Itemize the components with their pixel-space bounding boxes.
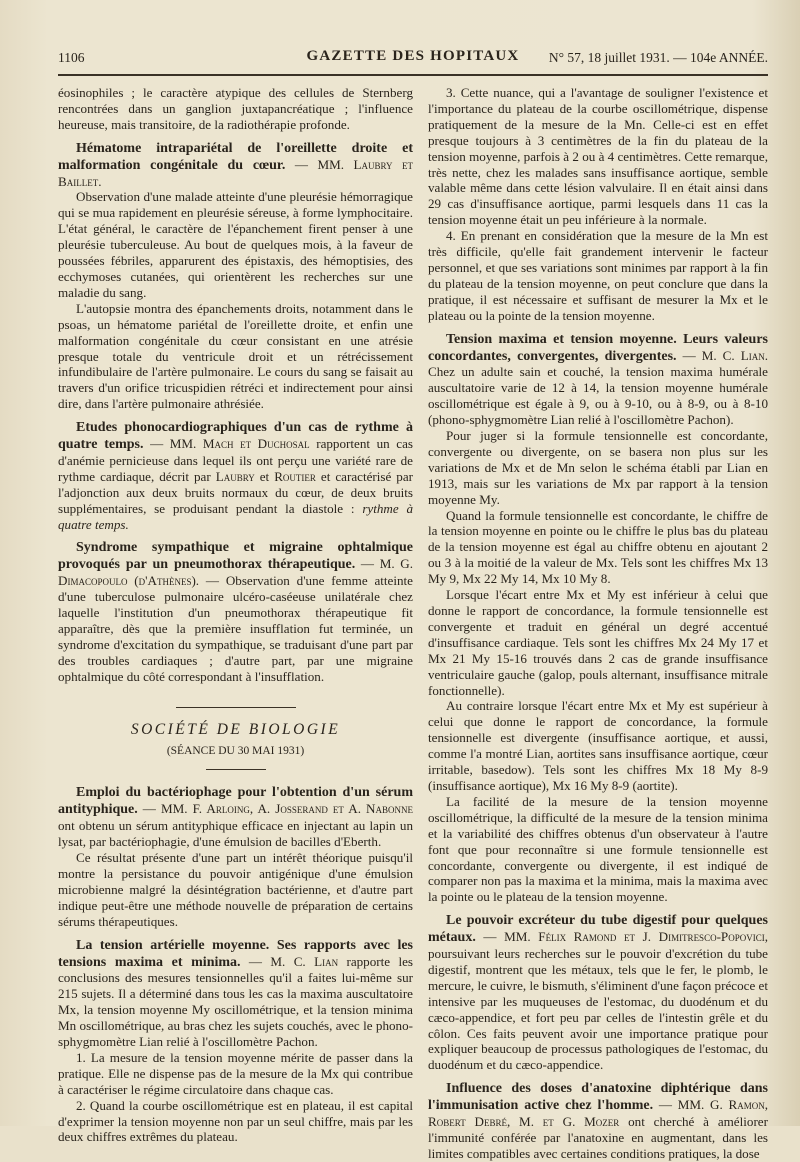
section-authors: — M. C. Lian — [240, 953, 339, 969]
section-authors: — MM. G. Ramon, Robert Debré, M. et G. Mozer — [428, 1097, 768, 1130]
list-item: 1. La mesure de la tension moyenne mérite de passer dans la pratique. Elle ne dispense pas de la mesure de la Mx qui contribue à caractériser le régime circulatoire dans chaque cas. — [58, 1049, 413, 1097]
section-authors: — M. G. Dimacopoulo (d'Athènes). — [58, 556, 413, 589]
page-number: 1106 — [58, 50, 85, 65]
paragraph: Observation d'une malade atteinte d'une pleurésie hémorragique qui se mua rapidement en pleurésie séreuse, à forme lymphocitaire. L'état général, le caractère de l'épanchement firent penser à une pleurésie tuberculeuse. Au bout de quelques mois, à la faveur de poussées fébriles, apparurent des épistaxis, des hémoptisies, des ecchymoses cutanées, qui orientèrent les recherches sur une maladie du sang. — [58, 189, 413, 300]
text-run: rapporte les conclusions des mesures tensionnelles qu'il a faites lui-même sur 215 sujets. Il a déterminé dans tous les cas la maxima auscultatoire Mx, la tension moyenne My oscillométrique, et la tension minima Mn oscillométrique, au bras chez les sujets couchés, avec le phono-sphygmomètre Lian relié à l'oscillomètre Pachon. — [58, 953, 414, 1050]
section-title: Tension maxima et tension moyenne. Leurs valeurs concordantes, convergentes, divergentes. — [428, 331, 768, 364]
hematome-heading — [58, 140, 413, 190]
text-run: et caractérisé par l'adjonction aux deux bruits normaux du cœur, de deux bruits supplémentaires, se produisant pendant la diastole : — [58, 468, 414, 516]
section-title: Hématome intrapariétal de l'oreillette droite et malformation congénitale du cœur. — [58, 140, 413, 173]
text-run: rapportent un cas d'anémie pernicieuse dans lequel ils ont perçu une variété rare de rythme cardiaque, décrit par — [58, 436, 413, 484]
section-title: Emploi du bactériophage pour l'obtention d'un sérum antityphique. — [58, 785, 413, 818]
intro-paragraph: éosinophiles ; le caractère atypique des cellules de Sternberg rencontrées dans un ganglion juxtapancréatique ; l'influence heureuse, mais transitoire, de la radiothérapie profonde. — [58, 85, 413, 132]
header-rule — [58, 74, 768, 76]
divider — [206, 769, 266, 770]
journal-title: GAZETTE DES HOPITAUX — [306, 48, 520, 64]
section-title: Syndrome sympathique et migraine ophtalmique provoqués par un pneumothorax thérapeutique. — [58, 540, 413, 573]
text-run: ont obtenu un sérum antityphique efficace en injectant au lapin un lysat, par bactériophagie, d'une émulsion de bacilles d'Eberth. — [58, 818, 413, 850]
paragraph: Pour juger si la formule tensionnelle est concordante, convergente ou divergente, on se basera non plus sur les variations de Mx et de Mn selon le schéma établi par Lian en 1913, mais sur les variations de Mx par rapport à la tension moyenne My. — [428, 428, 768, 507]
session-date: (SÉANCE DU 30 MAI 1931) — [166, 744, 305, 757]
paragraph: Lorsque l'écart entre Mx et My est inférieur à celui que donne le rapport de concordance, la formule tensionnelle est convergente et traduit en général un degré accentué d'insuffisance cardiaque. Tels sont les chiffres Mx 24 My 17 et Mx 21 My 15-16 trouvés dans 2 cas de grande insuffisance ventriculaire gauche (galop, pouls alternant, insuffisance mitrale fonctionnelle). — [428, 587, 768, 698]
text-run: — Observation d'une femme atteinte d'une tuberculose pulmonaire ulcéro-caséeuse unilatérale chez laquelle l'institution d'un pneumothorax thérapeutique fit apparaître, dès que la première insufflation fut terminée, un syndrome d'excitation du sympathique, se traduisant d'une part par des troubles cardiaques ; d'autre part, par une migraine ophtalmique du côté correspondant à l'insufflation. — [58, 573, 413, 684]
etudes-section — [58, 419, 413, 532]
society-header — [58, 707, 413, 771]
paragraph: L'autopsie montra des épanchements droits, notamment dans le psoas, un hématome pariétal de l'oreillette droite, et enfin une malformation congénitale du cœur consistant en une atrésie presque totale du ventricule droit et un rétrécissement infundibulaire de l'artère pulmonaire. Le cours du sang se faisait au travers d'un orifice tricuspidien rétréci et indirectement pour ainsi dire, dans l'artère pulmonaire athrésiée. — [58, 300, 413, 412]
numbered-list — [428, 85, 768, 324]
section-title: Le pouvoir excréteur du tube digestif pour quelques métaux. — [428, 913, 768, 946]
divider — [176, 707, 296, 708]
society-name: SOCIÉTÉ DE BIOLOGIE — [130, 720, 341, 738]
syndrome-section — [58, 539, 413, 684]
list-item: 4. En prenant en considération que la mesure de la Mn est très difficile, qu'elle fait grandement intervenir le facteur personnel, et que ses variations sont minimes par rapport à la fin du plateau de la tension moyenne, on peut conclure que dans la pratique, il est nécessaire et suffisant de mesurer la Mx et le plateau ou la pointe de la tension moyenne. — [428, 228, 768, 323]
right-column — [428, 85, 768, 1161]
section-authors: — MM. Félix Ramond et J. Dimitresco-Popovici, — [475, 929, 768, 945]
paragraph: Ce résultat présente d'une part un intérêt théorique puisqu'il montre la persistance du pouvoir antigénique d'une émulsion microbienne malgré la désintégration bactérienne, et d'autre part indique peut-être une méthode nouvelle de préparation de certains sérums thérapeutiques. — [58, 850, 413, 929]
influence-section — [428, 1080, 768, 1162]
tension-section — [58, 937, 413, 1050]
paragraph: La facilité de la mesure de la tension moyenne oscillométrique, la difficulté de la mesure de la tension minima et la variabilité des chiffres obtenus d'un observateur à l'autre font que pour reconnaître si une formule tensionnelle est concordante, convergente ou divergente, il est indiqué de comparer non pas la maxima et la minima, mais la maxima avec la pointe ou le plateau de la tension moyenne. — [428, 793, 768, 905]
author-name: Routier — [274, 468, 316, 484]
numbered-list — [58, 1050, 413, 1145]
running-header — [58, 44, 768, 70]
left-column — [58, 85, 414, 1145]
pouvoir-section — [428, 912, 768, 1073]
italic-text: rythme à quatre temps. — [58, 500, 414, 532]
section-title: Etudes phonocardiographiques d'un cas de rythme à quatre temps. — [58, 420, 413, 453]
section-title: La tension artérielle moyenne. Ses rapports avec les tensions maxima et minima. — [58, 937, 413, 970]
text-run: ont cherché à améliorer l'immunité conférée par l'anatoxine en augmentant, dans les limites compatibles avec certaines conditions pratiques, la dose — [428, 1114, 768, 1161]
emploi-section — [58, 784, 413, 850]
author-name: Laubry — [215, 468, 255, 484]
list-item: 3. Cette nuance, qui a l'avantage de souligner l'existence et l'importance du plateau de la courbe oscillométrique, dispense pratiquement de la mesure de la Mn. Celle-ci est en effet presque toujours à 3 centimètres de la fin du plateau de la tension moyenne, parfois à 2 ou à 4 centimètres. Cette remarque, très nette, chez les malades sans insuffisance aortique, semble valable même dans cette lésion valvulaire. Il en était ainsi dans 29 cas d'insuffisance aortique, parmi lesquels dans 11 cas la tension moyenne était un peu inférieure à la normale. — [428, 85, 768, 228]
paragraph: Au contraire lorsque l'écart entre Mx et My est supérieur à celui que donne le rapport de concordance, la formule tensionnelle est divergente (insuffisance aortique, et aussi, comme l'a montré Lian, aortites sans insuffisance aortique, cœur irritable, basedow). Tels sont les chiffres Mx 18 My 8-9 (insuffisance aortique), Mx 16 My 8-9 (aortite). — [428, 698, 768, 793]
issue-info: N° 57, 18 juillet 1931. — 104e ANNÉE. — [548, 50, 768, 65]
concordantes-section — [428, 331, 768, 428]
list-item: 2. Quand la courbe oscillométrique est en plateau, il est capital d'exprimer la tension moyenne non par un seul chiffre, mais par les deux chiffres extrêmes du plateau. — [58, 1097, 413, 1145]
section-authors: — MM. F. Arloing, A. Josserand et A. Nabonne — [137, 801, 413, 817]
text-run: Chez un adulte sain et couché, la tension maxima humérale auscultatoire varie de 12 à 14, la tension moyenne humérale oscillométrique est égale à 9, ou à 9-10, ou à 8-9, ou à 8-10 (phono-sphygmomètre Lian relié à l'oscillomètre Pachon). — [428, 364, 768, 428]
section-authors: — MM. Laubry et Baillet. — [58, 156, 413, 189]
section-authors: — M. C. Lian. — [676, 347, 768, 363]
text-run: poursuivant leurs recherches sur le pouvoir d'excrétion du tube digestif, montrent que les métaux, tels que le fer, le plomb, le mercure, le cuivre, le bismuth, s'éliminent d'une façon précoce et intensive par les muqueuses de l'estomac, du duodénum et du cæco-appendice, et fort peu par celles de l'intestin grêle et du côlon. Ces faits peuvent avoir une importance pratique pour expliquer beaucoup de processus pathologiques de l'estomac, du duodénum et du cæco-appendice. — [428, 946, 768, 1073]
section-authors: — MM. Mach et Duchosal — [143, 436, 310, 452]
text-run: et — [254, 468, 275, 484]
section-title: Influence des doses d'anatoxine diphtérique dans l'immunisation active chez l'homme. — [428, 1081, 768, 1114]
paragraph: Quand la formule tensionnelle est concordante, le chiffre de la tension moyenne en pointe ou le chiffre le plus bas du plateau de la tension moyenne est égal au chiffre obtenu en ajoutant 2 ou 3 à la moitié de la valeur de Mx. Tels sont les chiffres Mx 13 My 9, Mx 22 My 14, Mx 10 My 8. — [428, 507, 768, 587]
